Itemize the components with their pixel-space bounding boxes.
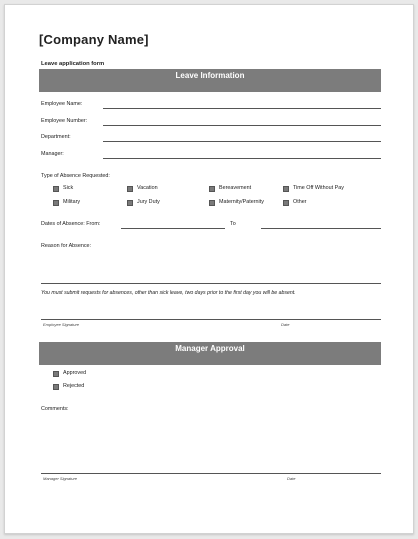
bereavement-checkbox[interactable] — [209, 186, 215, 192]
maternity-paternity-option-label: Maternity/Paternity — [219, 199, 264, 205]
reason-field[interactable] — [41, 283, 381, 284]
rejected-checkbox[interactable] — [53, 384, 59, 390]
manager-signature-line[interactable] — [41, 473, 381, 474]
department-label: Department: — [41, 134, 71, 140]
time-off-without-pay-checkbox[interactable] — [283, 186, 289, 192]
rejected-option-label: Rejected — [63, 383, 85, 389]
reason-label: Reason for Absence: — [41, 243, 92, 249]
leave-information-header: Leave Information — [39, 69, 381, 92]
dates-from-label: Dates of Absence: From: — [41, 221, 101, 227]
military-checkbox[interactable] — [53, 200, 59, 206]
manager-field[interactable] — [103, 158, 381, 159]
absence-type-label: Type of Absence Requested: — [41, 173, 110, 179]
bereavement-option-label: Bereavement — [219, 185, 252, 191]
vacation-checkbox[interactable] — [127, 186, 133, 192]
employee-date-label: Date — [281, 322, 290, 327]
employee-name-field[interactable] — [103, 108, 381, 109]
vacation-option-label: Vacation — [137, 185, 158, 191]
jury-duty-checkbox[interactable] — [127, 200, 133, 206]
jury-duty-option-label: Jury Duty — [137, 199, 160, 205]
comments-label: Comments: — [41, 406, 69, 412]
employee-signature-line[interactable] — [41, 319, 381, 320]
form-page — [4, 4, 414, 534]
maternity-paternity-checkbox[interactable] — [209, 200, 215, 206]
date-to-field[interactable] — [261, 228, 381, 229]
company-name: [Company Name] — [39, 32, 149, 47]
sick-option-label: Sick — [63, 185, 74, 191]
approved-checkbox[interactable] — [53, 371, 59, 377]
employee-name-label: Employee Name: — [41, 101, 83, 107]
dates-to-label: To — [230, 221, 236, 227]
employee-number-field[interactable] — [103, 125, 381, 126]
other-checkbox[interactable] — [283, 200, 289, 206]
other-option-label: Other — [293, 199, 307, 205]
manager-signature-label: Manager Signature — [43, 476, 78, 481]
time-off-without-pay-option-label: Time Off Without Pay — [293, 185, 344, 191]
manager-approval-header: Manager Approval — [39, 342, 381, 365]
manager-date-label: Date — [287, 476, 296, 481]
employee-signature-label: Employee Signature — [43, 322, 80, 327]
sick-checkbox[interactable] — [53, 186, 59, 192]
department-field[interactable] — [103, 141, 381, 142]
employee-number-label: Employee Number: — [41, 118, 88, 124]
military-option-label: Military — [63, 199, 81, 205]
manager-label: Manager: — [41, 151, 64, 157]
form-title: Leave application form — [41, 61, 105, 67]
submission-notice: You must submit requests for absences, other than sick leave, two days prior to the first day you will be absent. — [41, 290, 296, 296]
date-from-field[interactable] — [121, 228, 225, 229]
approved-option-label: Approved — [63, 370, 87, 376]
